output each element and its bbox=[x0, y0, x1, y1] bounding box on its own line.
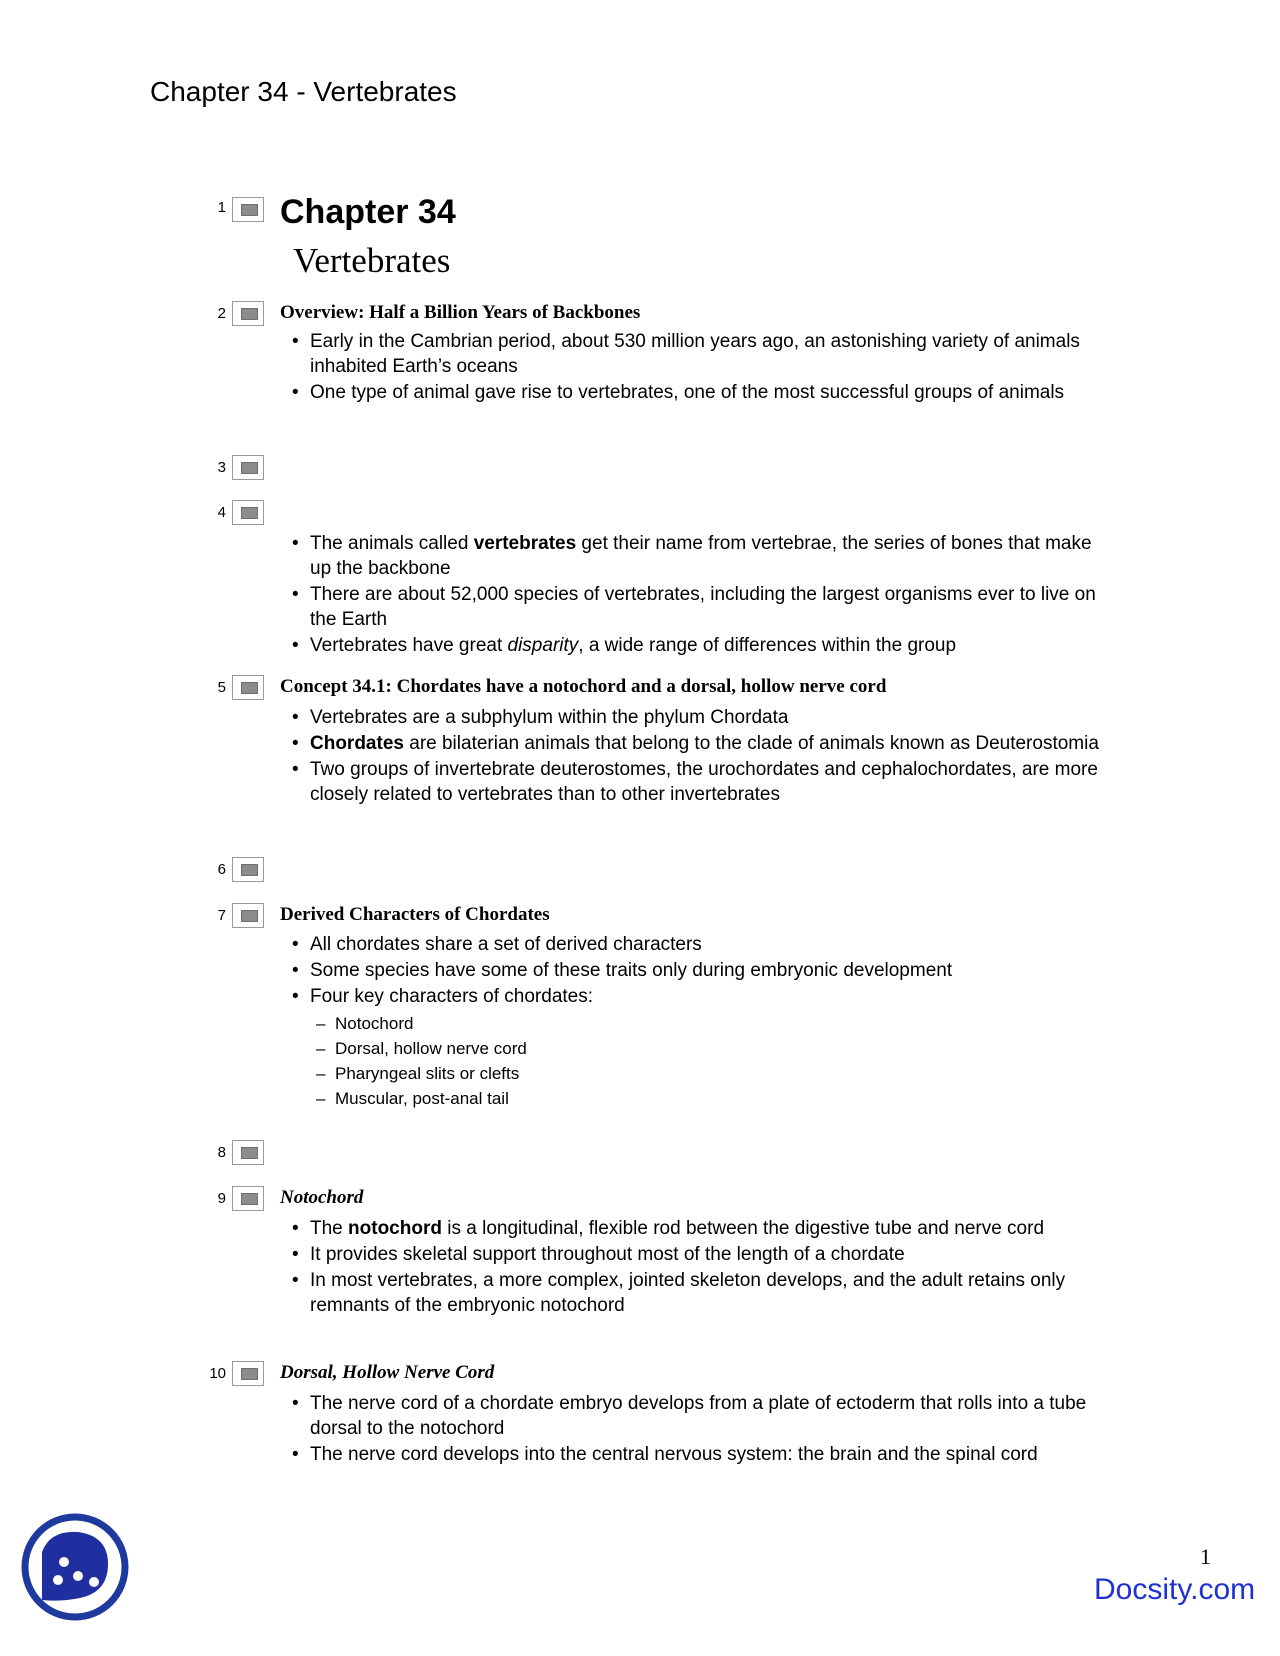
docsity-link[interactable]: Docsity.com bbox=[1094, 1573, 1256, 1606]
slide-thumbnail-icon[interactable] bbox=[232, 1361, 264, 1386]
slide-title: Notochord bbox=[280, 1187, 364, 1208]
bullet-list bbox=[290, 932, 1110, 1112]
key-term: notochord bbox=[348, 1218, 442, 1239]
bullet-item: • Two groups of invertebrate deuterostomes, the urochordates and cephalochordates, are more closely related to vertebrates than to other invertebrates bbox=[290, 757, 1110, 807]
slide-number: 3 bbox=[217, 459, 226, 476]
slide-number: 5 bbox=[217, 679, 226, 696]
slide-title: Dorsal, Hollow Nerve Cord bbox=[280, 1362, 495, 1383]
slide-thumbnail-icon[interactable] bbox=[232, 455, 264, 480]
slide-subtitle: Vertebrates bbox=[293, 241, 451, 280]
bullet-item: • Four key characters of chordates: – Notochord – Dorsal, hollow nerve cord – Pharyngeal slits or clefts – Muscular, post-anal tail bbox=[290, 984, 1110, 1111]
bullet-item: • The notochord is a longitudinal, flexible rod between the digestive tube and nerve cord bbox=[290, 1216, 1110, 1241]
bullet-item: • Chordates are bilaterian animals that belong to the clade of animals known as Deuterostomia bbox=[290, 731, 1110, 756]
slide-title: Concept 34.1: Chordates have a notochord and a dorsal, hollow nerve cord bbox=[280, 676, 887, 697]
bullet-item: • It provides skeletal support throughout most of the length of a chordate bbox=[290, 1242, 1110, 1267]
key-term: disparity bbox=[507, 635, 579, 656]
slide-number: 1 bbox=[217, 199, 226, 216]
sub-bullet-item: – Notochord bbox=[310, 1011, 1110, 1036]
bullet-list bbox=[290, 531, 1110, 659]
bullet-item: • One type of animal gave rise to vertebrates, one of the most successful groups of animals bbox=[290, 380, 1110, 405]
bullet-item: • All chordates share a set of derived characters bbox=[290, 932, 1110, 957]
slide-thumbnail-icon[interactable] bbox=[232, 1186, 264, 1211]
bullet-item: • There are about 52,000 species of vertebrates, including the largest organisms ever to live on the Earth bbox=[290, 582, 1110, 632]
slide-title: Chapter 34 bbox=[280, 193, 456, 231]
bullet-list bbox=[290, 705, 1110, 808]
slide-thumbnail-icon[interactable] bbox=[232, 903, 264, 928]
document-header: Chapter 34 - Vertebrates bbox=[150, 76, 457, 107]
slide-title: Derived Characters of Chordates bbox=[280, 904, 550, 925]
slide-title: Overview: Half a Billion Years of Backbones bbox=[280, 302, 641, 323]
bullet-list bbox=[290, 329, 1110, 406]
bullet-item: • The nerve cord of a chordate embryo develops from a plate of ectoderm that rolls into a tube dorsal to the notochord bbox=[290, 1391, 1110, 1441]
bullet-item: • The nerve cord develops into the central nervous system: the brain and the spinal cord bbox=[290, 1442, 1110, 1467]
slide-thumbnail-icon[interactable] bbox=[232, 675, 264, 700]
bullet-item: • Vertebrates are a subphylum within the phylum Chordata bbox=[290, 705, 1110, 730]
docsity-logo-icon bbox=[20, 1512, 130, 1622]
slide-number: 6 bbox=[217, 861, 226, 878]
bullet-item: • Some species have some of these traits only during embryonic development bbox=[290, 958, 1110, 983]
slide-thumbnail-icon[interactable] bbox=[232, 301, 264, 326]
slide-number: 4 bbox=[217, 504, 226, 521]
key-term: vertebrates bbox=[473, 533, 577, 554]
sub-bullet-item: – Pharyngeal slits or clefts bbox=[310, 1061, 1110, 1086]
bullet-list bbox=[290, 1391, 1110, 1468]
sub-bullet-item: – Dorsal, hollow nerve cord bbox=[310, 1036, 1110, 1061]
bullet-item: • In most vertebrates, a more complex, jointed skeleton develops, and the adult retains only remnants of the embryonic notochord bbox=[290, 1268, 1110, 1318]
bullet-item: • Early in the Cambrian period, about 530 million years ago, an astonishing variety of animals inhabited Earth’s oceans bbox=[290, 329, 1110, 379]
slide-number: 7 bbox=[217, 907, 226, 924]
slide-thumbnail-icon[interactable] bbox=[232, 500, 264, 525]
key-term: Chordates bbox=[310, 733, 404, 754]
bullet-item: • The animals called vertebrates get their name from vertebrae, the series of bones that make up the backbone bbox=[290, 531, 1110, 581]
slide-number: 8 bbox=[217, 1144, 226, 1161]
sub-bullet-list bbox=[310, 1011, 1110, 1111]
sub-bullet-item: – Muscular, post-anal tail bbox=[310, 1086, 1110, 1111]
slide-thumbnail-icon[interactable] bbox=[232, 1140, 264, 1165]
slide-number: 9 bbox=[217, 1190, 226, 1207]
slide-thumbnail-icon[interactable] bbox=[232, 197, 264, 222]
bullet-list bbox=[290, 1216, 1110, 1319]
page-number: 1 bbox=[1200, 1544, 1211, 1569]
slide-number: 2 bbox=[217, 305, 226, 322]
slide-number: 10 bbox=[209, 1365, 226, 1382]
slide-thumbnail-icon[interactable] bbox=[232, 857, 264, 882]
bullet-item: • Vertebrates have great disparity, a wide range of differences within the group bbox=[290, 633, 1110, 658]
